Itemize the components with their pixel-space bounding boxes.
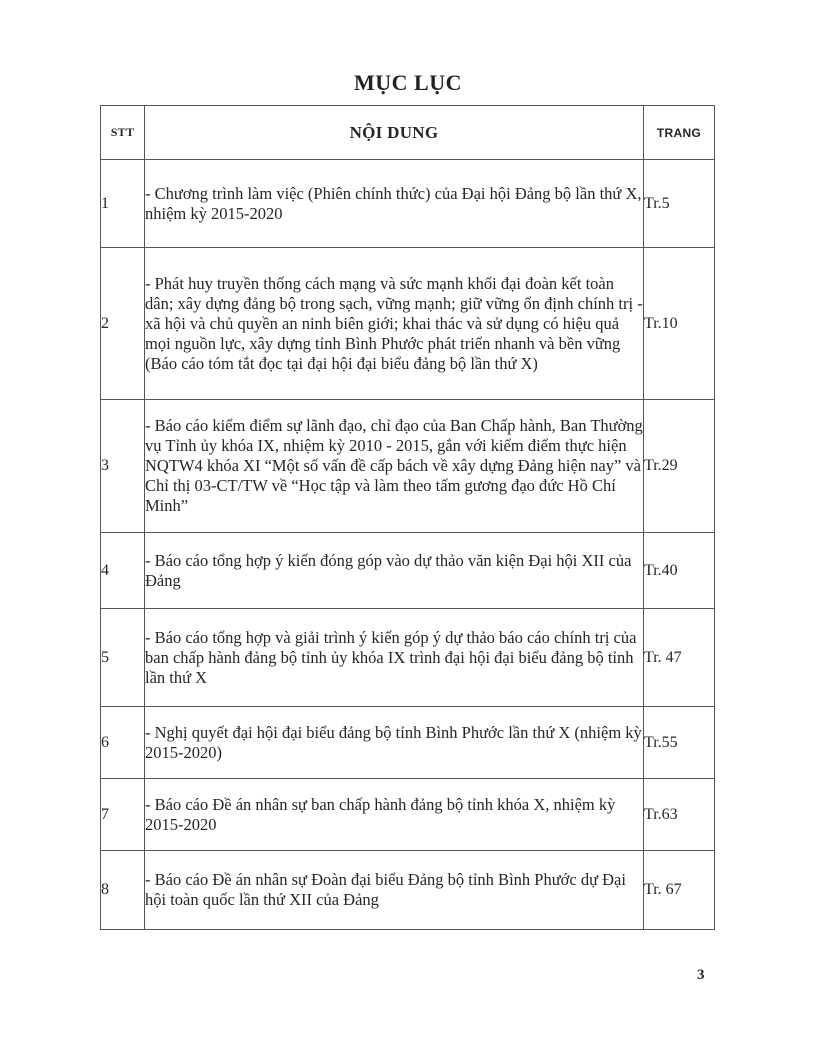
row-content: - Nghị quyết đại hội đại biểu đảng bộ tỉnh Bình Phước lần thứ X (nhiệm kỳ 2015-2020) — [145, 707, 644, 779]
row-page: Tr.29 — [644, 400, 715, 533]
row-stt: 7 — [101, 779, 145, 851]
table-row — [101, 779, 715, 851]
row-page: Tr.63 — [644, 779, 715, 851]
row-content: - Báo cáo Đề án nhân sự ban chấp hành đảng bộ tỉnh khóa X, nhiệm kỳ 2015-2020 — [145, 779, 644, 851]
table-row — [101, 533, 715, 609]
row-content: - Báo cáo kiểm điểm sự lãnh đạo, chỉ đạo của Ban Chấp hành, Ban Thường vụ Tỉnh ủy khóa IX, nhiệm kỳ 2010 - 2015, gắn với kiểm điểm thực hiện NQTW4 khóa XI “Một số vấn đề cấp bách về xây dựng Đảng hiện nay” và Chỉ thị 03-CT/TW về “Học tập và làm theo tấm gương đạo đức Hồ Chí Minh” — [145, 400, 644, 533]
row-stt: 2 — [101, 248, 145, 400]
row-stt: 6 — [101, 707, 145, 779]
row-content: - Phát huy truyền thống cách mạng và sức mạnh khối đại đoàn kết toàn dân; xây dựng đảng bộ trong sạch, vững mạnh; giữ vững ổn định chính trị - xã hội và chủ quyền an ninh biên giới; khai thác và sử dụng có hiệu quả mọi nguồn lực, xây dựng tỉnh Bình Phước phát triển nhanh và bền vững (Báo cáo tóm tắt đọc tại đại hội đại biểu đảng bộ lần thứ X) — [145, 248, 644, 400]
page-number: 3 — [697, 967, 705, 983]
row-content: - Báo cáo tổng hợp ý kiến đóng góp vào dự thảo văn kiện Đại hội XII của Đảng — [145, 533, 644, 609]
header-content: NỘI DUNG — [145, 106, 644, 160]
row-content: - Báo cáo Đề án nhân sự Đoàn đại biểu Đảng bộ tỉnh Bình Phước dự Đại hội toàn quốc lần thứ XII của Đảng — [145, 851, 644, 930]
row-content: - Báo cáo tổng hợp và giải trình ý kiến góp ý dự thảo báo cáo chính trị của ban chấp hành đảng bộ tỉnh ủy khóa IX trình đại hội đại biểu đảng bộ tỉnh lần thứ X — [145, 609, 644, 707]
row-page: Tr. 67 — [644, 851, 715, 930]
table-header-row — [101, 106, 715, 160]
table-row — [101, 160, 715, 248]
table-of-contents — [100, 105, 715, 930]
table-row — [101, 400, 715, 533]
row-stt: 8 — [101, 851, 145, 930]
row-page: Tr.55 — [644, 707, 715, 779]
row-page: Tr.40 — [644, 533, 715, 609]
table-row — [101, 851, 715, 930]
row-page: Tr. 47 — [644, 609, 715, 707]
row-page: Tr.5 — [644, 160, 715, 248]
row-content: - Chương trình làm việc (Phiên chính thức) của Đại hội Đảng bộ lần thứ X, nhiệm kỳ 2015-2020 — [145, 160, 644, 248]
table-row — [101, 248, 715, 400]
row-stt: 4 — [101, 533, 145, 609]
page-title: MỤC LỤC — [354, 70, 462, 95]
table-row — [101, 707, 715, 779]
row-stt: 5 — [101, 609, 145, 707]
header-page: TRANG — [644, 106, 715, 160]
row-page: Tr.10 — [644, 248, 715, 400]
row-stt: 3 — [101, 400, 145, 533]
header-stt: STT — [101, 106, 145, 160]
table-row — [101, 609, 715, 707]
row-stt: 1 — [101, 160, 145, 248]
